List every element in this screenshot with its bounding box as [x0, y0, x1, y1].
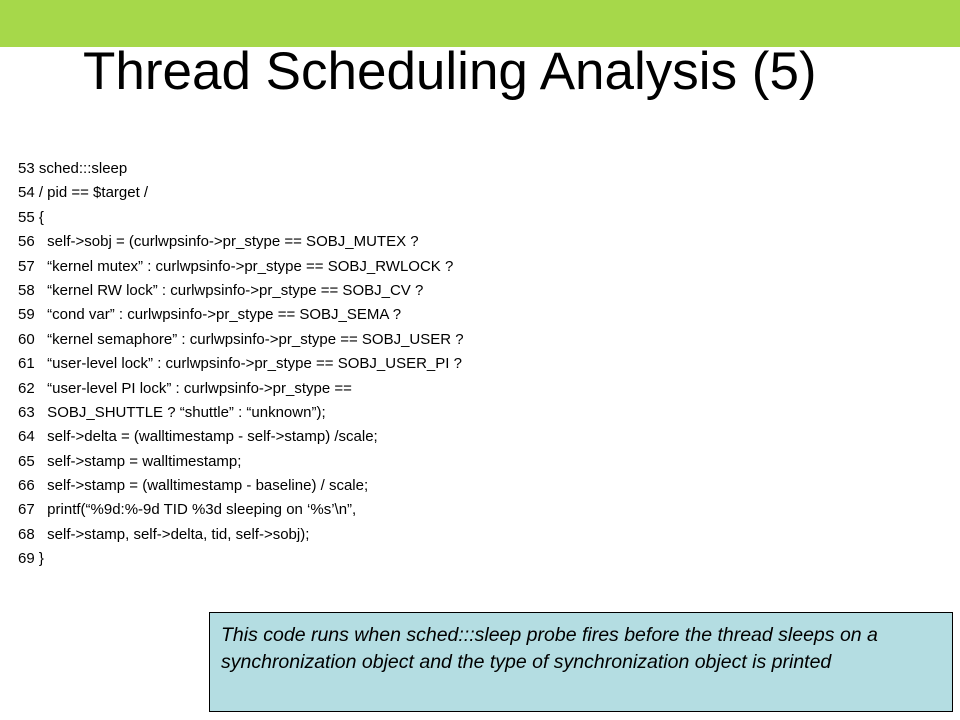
- code-line: 62 “user-level PI lock” : curlwpsinfo->pr_stype ==: [18, 379, 352, 397]
- code-line: 53 sched:::sleep: [18, 160, 128, 177]
- code-line: 64 self->delta = (walltimestamp - self->stamp) /scale;: [18, 428, 378, 446]
- code-listing: [18, 157, 658, 572]
- code-line: 68 self->stamp, self->delta, tid, self->sobj);: [18, 525, 310, 543]
- code-line: 56 self->sobj = (curlwpsinfo->pr_stype == SOBJ_MUTEX ?: [18, 233, 419, 251]
- code-line: 57 “kernel mutex” : curlwpsinfo->pr_stype == SOBJ_RWLOCK ?: [18, 257, 454, 275]
- code-line: 61 “user-level lock” : curlwpsinfo->pr_stype == SOBJ_USER_PI ?: [18, 355, 462, 373]
- code-line: 55 {: [18, 208, 44, 226]
- code-line: 65 self->stamp = walltimestamp;: [18, 452, 242, 470]
- code-line: 63 SOBJ_SHUTTLE ? “shuttle” : “unknown”);: [18, 403, 326, 421]
- slide-title: Thread Scheduling Analysis (5): [83, 42, 817, 101]
- code-line: 58 “kernel RW lock” : curlwpsinfo->pr_stype == SOBJ_CV ?: [18, 281, 424, 299]
- code-line: 69 }: [18, 550, 44, 568]
- code-line: 66 self->stamp = (walltimestamp - baseline) / scale;: [18, 477, 369, 495]
- code-line: 59 “cond var” : curlwpsinfo->pr_stype == SOBJ_SEMA ?: [18, 306, 402, 324]
- note-text: This code runs when sched:::sleep probe fires before the thread sleeps on a synchronization object and the type of synchronization object is printed: [221, 624, 878, 673]
- code-line: 54 / pid == $target /: [18, 184, 149, 202]
- code-line: 67 printf(“%9d:%-9d TID %3d sleeping on ‘%s’\n”,: [18, 501, 357, 519]
- code-line: 60 “kernel semaphore” : curlwpsinfo->pr_stype == SOBJ_USER ?: [18, 330, 464, 348]
- note-callout: [209, 612, 953, 712]
